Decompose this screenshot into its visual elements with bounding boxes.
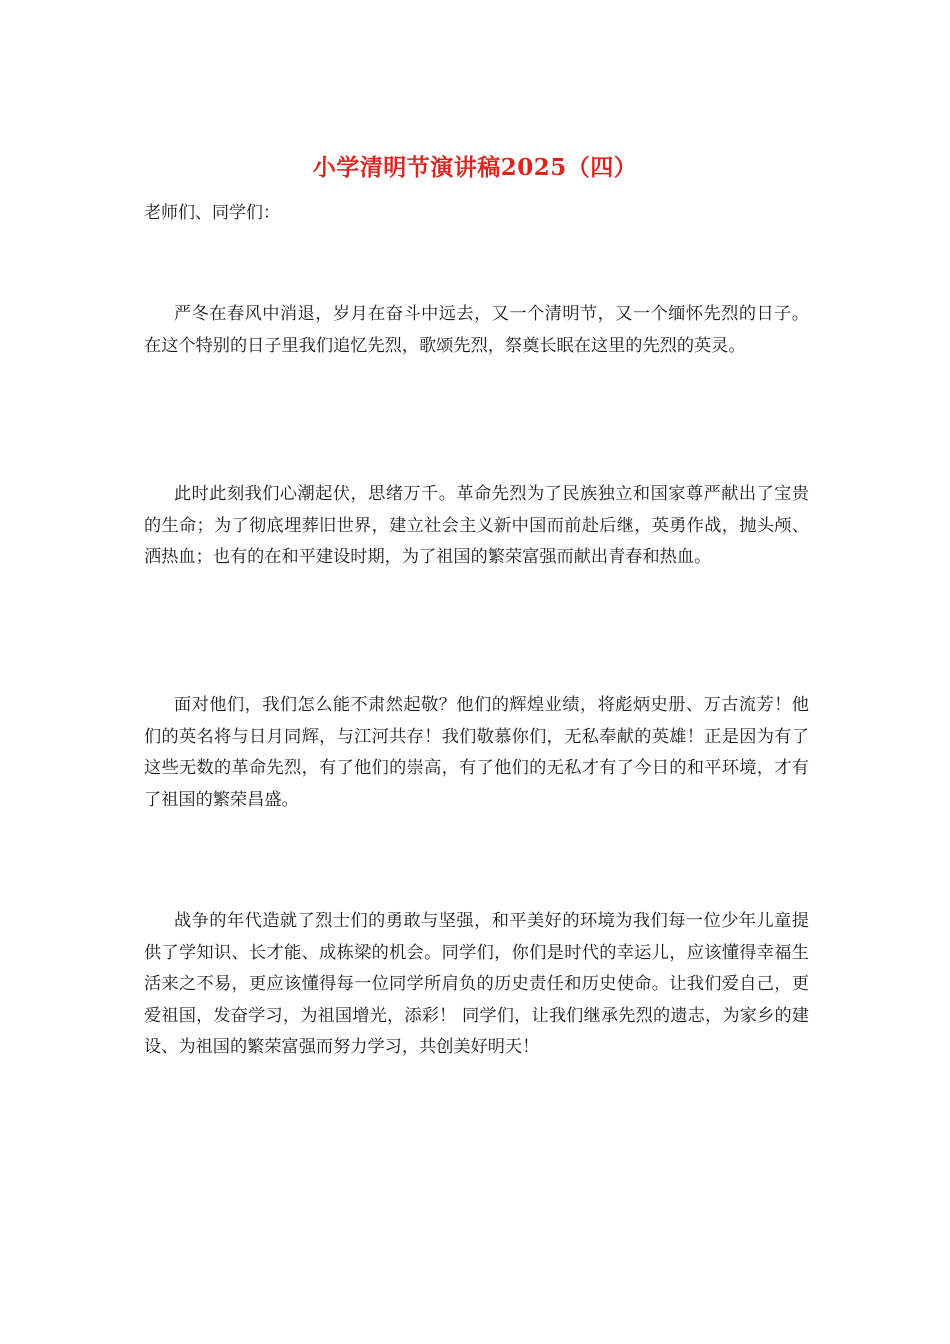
paragraph-1: 严冬在春风中消退，岁月在奋斗中远去，又一个清明节，又一个缅怀先烈的日子。在这个特别的日子里我们追忆先烈，歌颂先烈，祭奠长眠在这里的先烈的英灵。 xyxy=(144,304,809,356)
paragraph-4: 战争的年代造就了烈士们的勇敢与坚强，和平美好的环境为我们每一位少年儿童提供了学知识、长才能、成栋梁的机会。同学们，你们是时代的幸运儿，应该懂得幸福生活来之不易，更应该懂得每一位同学所肩负的历史责任和历史使命。让我们爱自己，更爱祖国，发奋学习，为祖国增光，添彩！ 同学们，让我们继承先烈的遗志，为家乡的建设、为祖国的繁荣富强而努力学习，共创美好明天！ xyxy=(144,911,809,1057)
document-title: 小学清明节演讲稿2025（四） xyxy=(312,154,638,181)
salutation: 老师们、同学们： xyxy=(144,203,280,223)
paragraph-2: 此时此刻我们心潮起伏，思绪万千。革命先烈为了民族独立和国家尊严献出了宝贵的生命；为了彻底埋葬旧世界，建立社会主义新中国而前赴后继，英勇作战，抛头颅、洒热血；也有的在和平建设时期，为了祖国的繁荣富强而献出青春和热血。 xyxy=(144,484,809,567)
paragraph-3: 面对他们，我们怎么能不肃然起敬？他们的辉煌业绩，将彪炳史册、万古流芳！他们的英名将与日月同辉，与江河共存！我们敬慕你们，无私奉献的英雄！正是因为有了这些无数的革命先烈，有了他们的崇高，有了他们的无私才有了今日的和平环境，才有了祖国的繁荣昌盛。 xyxy=(144,695,809,810)
